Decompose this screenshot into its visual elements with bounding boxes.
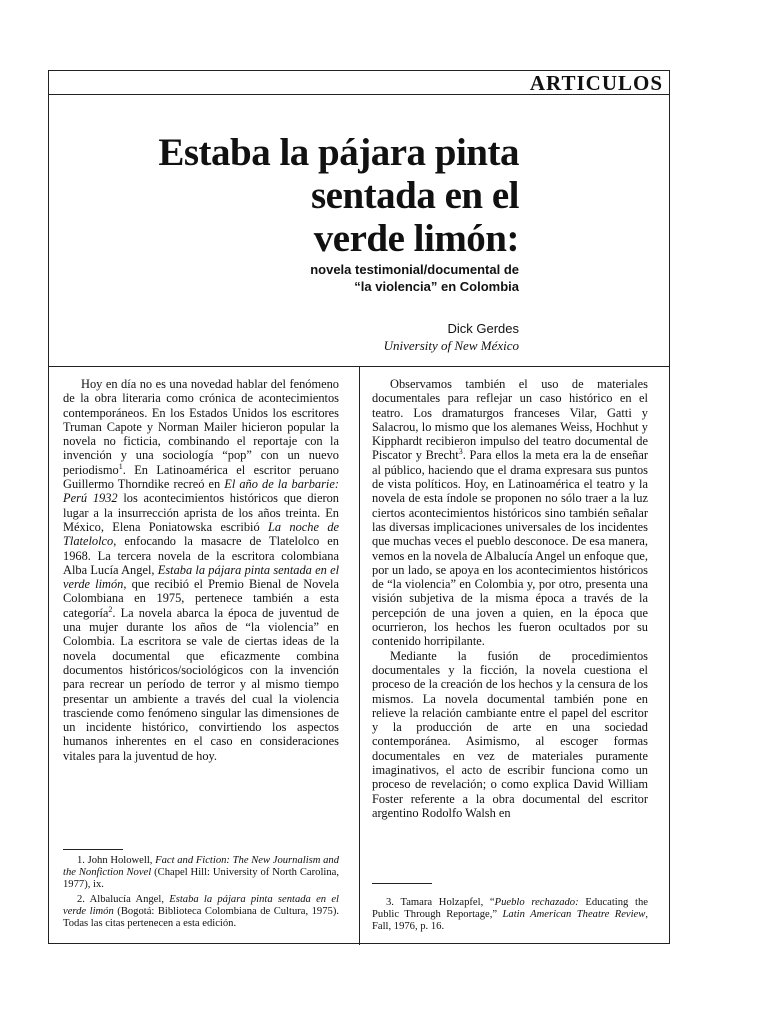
- text-run: Mediante la fusión de procedimientos documentales y la ficción, la novela cuestiona el proceso de la creación de los hechos y la censura de los mismos. La novela documental también pone en relieve la relación cambiante entre el papel del escritor y la producción de arte en una sociedad contemporánea. Asimismo, al escoger formas documentales en vez de materiales puramente imaginativos, el acto de escribir funciona como un proceso de revelación; o como explica David William Foster referente a la obra documental del escritor argentino Rodolfo Walsh en: [372, 648, 648, 820]
- left-footnotes-paragraph: [63, 855, 339, 892]
- text-run: 1. John Holowell,: [77, 855, 156, 866]
- text-run: los acontecimientos históricos que dieron lugar a la insurrección aprista de los años treinta. En México, Elena Poniatowska escribió: [63, 491, 339, 534]
- italic-text: El año de la barbarie: Perú 1932: [63, 477, 339, 506]
- italic-text: Pueblo rechazado:: [494, 897, 579, 908]
- footnote-ref: 3: [458, 447, 463, 457]
- left-column: [63, 377, 339, 763]
- byline: [158, 320, 519, 354]
- column-divider: [359, 367, 360, 945]
- italic-text: Estaba la pájara pinta sentada en el verde limón: [63, 562, 340, 592]
- italic-text: Estaba la pájara pinta sentada en el verde limón: [63, 893, 339, 917]
- left-footnotes-paragraph: [63, 894, 339, 931]
- italic-text: La noche de Tlatelolco: [63, 519, 340, 549]
- left-column-paragraph: [63, 377, 339, 763]
- text-run: (Chapel Hill: University of North Carolina, 1977), ix.: [63, 867, 339, 891]
- author-name: Dick Gerdes: [447, 321, 519, 336]
- text-run: . Para ellos la meta era la de enseñar al público, haciendo que el drama expresara sus puntos de vista políticos. Hoy, en Latinoamérica el teatro y la novela de esta índole se proponen no sólo traer a la luz ciertos acontecimientos históricos sino también señalar las diversas implicaciones universales de los incidentes que muchas veces el pueblo desconoce. De esa manera, vemos en la novela de Albalucía Angel un enfoque que, por un lado, se apoya en los acontecimientos históricos de “la violencia” en Colombia y, por otro, presenta una visión subjetiva de la misma época a través de la percepción de una joven a quien, en la época que ocurrieron, los hechos les fueron ocultados por su contenido horripilante.: [372, 448, 648, 649]
- section-header-bar: [49, 71, 669, 95]
- footnote-rule-right: [372, 883, 432, 884]
- text-run: , Fall, 1976, p. 16.: [372, 909, 648, 933]
- subtitle-line-2: “la violencia” en Colombia: [354, 279, 519, 294]
- article-header: [49, 95, 669, 367]
- footnote-rule-left: [63, 849, 123, 850]
- footnote-ref: 1: [118, 461, 123, 471]
- title-line-2: sentada en el: [311, 174, 519, 217]
- subtitle-line-1: novela testimonial/documental de: [310, 262, 519, 277]
- title-line-1: Estaba la pájara pinta: [158, 131, 519, 174]
- text-run: , enfocando la masacre de Tlatelolco en 1968. La tercera novela de la escritora colombiana Alba Lucía Angel,: [63, 534, 339, 577]
- title-line-3: verde limón:: [313, 217, 519, 260]
- right-column-paragraph: [372, 377, 648, 649]
- text-run: . La novela abarca la época de juventud de una mujer durante los años de “la violencia” en Colombia. La escritora se vale de ciertas ideas de la novela documental que eficazmente combina documentos históricos/sociológicos con la invención para recrear un período de terror y al mismo tiempo presentar un ambiente a través del cual la violencia trasciende como fenómeno singular las dimensiones de un incidente histórico, convirtiendo los aspectos humanos inherentes en el caso en consideraciones vitales para la juventud de hoy.: [63, 605, 339, 763]
- right-column-paragraph: [372, 649, 648, 821]
- right-footnotes: [372, 897, 648, 936]
- footnote-ref: 2: [108, 604, 113, 614]
- article-frame: [48, 70, 670, 944]
- left-footnotes: [63, 855, 339, 932]
- right-footnotes-paragraph: [372, 897, 648, 934]
- text-run: . En Latinoamérica el escritor peruano Guillermo Thorndike recreó en: [63, 462, 339, 492]
- text-run: , que recibió el Premio Bienal de Novela Colombiana en 1975, pertenece también a esta categoría: [63, 577, 339, 620]
- author-affiliation: University of New México: [383, 338, 519, 353]
- title-block: [158, 131, 519, 354]
- text-run: Educating the Public Through Reportage,”: [372, 897, 648, 921]
- text-run: Observamos también el uso de materiales documentales para reflejar un caso histórico en el teatro. Los dramaturgos franceses Vilar, Gatti y Salacrou, lo mismo que los alemanes Weiss, Hochhut y Kipphardt recibieron impulso del teatro documental de Piscator y Brecht: [372, 377, 648, 463]
- section-label: ARTICULOS: [529, 71, 663, 95]
- text-run: (Bogotá: Biblioteca Colombiana de Cultura, 1975). Todas las citas pertenecen a esta edición.: [63, 905, 339, 930]
- text-run: 3. Tamara Holzapfel, “: [386, 897, 495, 908]
- text-run: 2. Albalucía Angel,: [77, 893, 170, 905]
- italic-text: Fact and Fiction: The New Journalism and the Nonfiction Novel: [63, 855, 340, 879]
- right-column: [372, 377, 648, 820]
- text-run: Hoy en día no es una novedad hablar del fenómeno de la obra literaria como crónica de acontecimientos contemporáneos. En los Estados Unidos los escritores Truman Capote y Norman Mailer hicieron popular la novela no ficticia, combinando el reportaje con la invención y una sociología “pop” con un nuevo periodismo: [63, 377, 339, 477]
- italic-text: Latin American Theatre Review: [502, 909, 646, 921]
